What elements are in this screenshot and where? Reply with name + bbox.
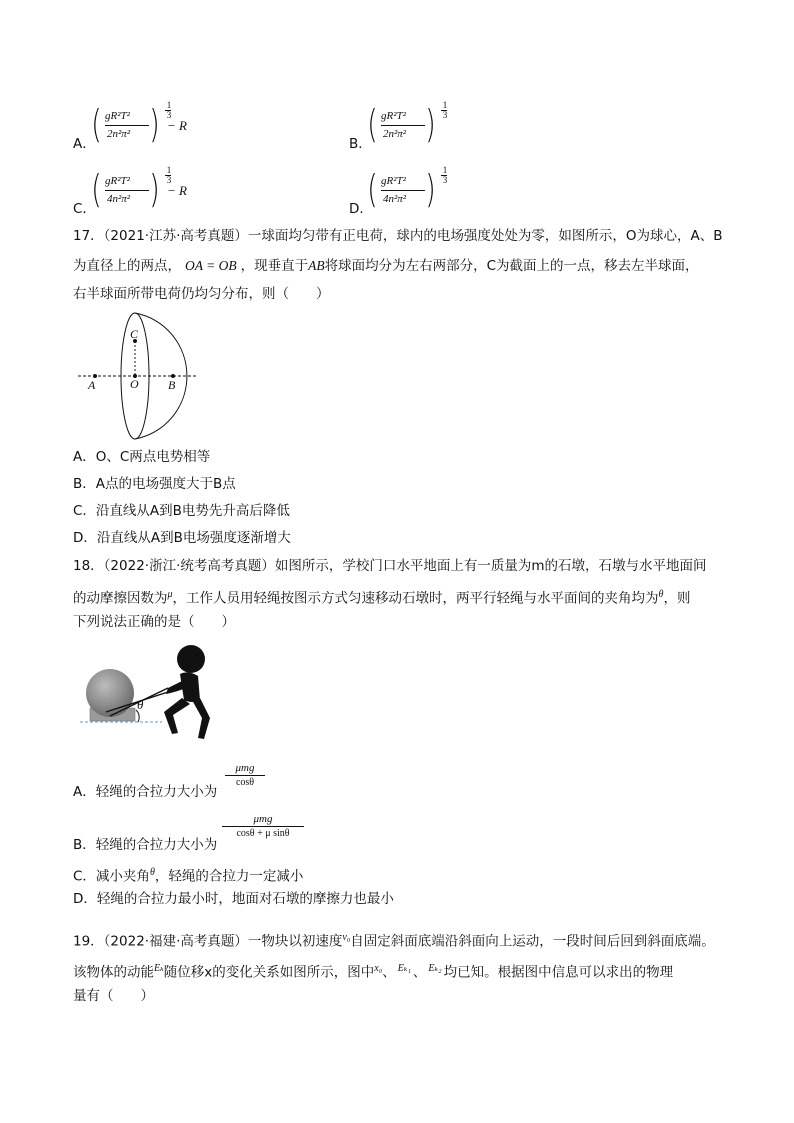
option-label: D． (349, 201, 373, 217)
q18-option-d: D．轻绳的合拉力最小时，地面对石墩的摩擦力也最小 (73, 891, 394, 907)
q18-option-b-label: B．轻绳的合拉力大小为 (73, 837, 218, 853)
q19-stem-line3: 量有（ ） (73, 988, 154, 1004)
formula: ( gR²T² 2n²π² ) 1 3 (367, 100, 448, 146)
q17-option-a: A．O、C两点电势相等 (73, 449, 211, 465)
q17-option-d: D．沿直线从A到B电场强度逐渐增大 (73, 530, 291, 546)
q18-option-a-label: A．轻绳的合拉力大小为 (73, 784, 218, 800)
q18-stem-line3: 下列说法正确的是（ ） (73, 614, 235, 630)
q17-stem-line3: 右半球面所带电荷仍均匀分布，则（ ） (73, 286, 330, 302)
label-theta: θ (137, 697, 144, 712)
formula: ( gR²T² 2n²π² ) 1 3 − R (91, 100, 187, 146)
label-c: C (130, 327, 139, 341)
q17-option-c: C．沿直线从A到B电势先升高后降低 (73, 503, 290, 519)
label-o: O (130, 377, 139, 391)
label-a: A (88, 378, 96, 392)
q19-stem-line2: 该物体的动能$^{E_k}$随位移x的变化关系如图所示，图中$^{x_0}$、 $^{E_{k1}}$ 、 $^{E_{k2}}$ 均已知。根据图中信息可以求出的物理 (73, 963, 674, 981)
label-b: B (168, 378, 176, 392)
q18-option-a-fraction: μmg cosθ (225, 762, 265, 788)
stone-pier-figure (80, 640, 220, 750)
q18-option-c: C．减小夹角$^\theta$，轻绳的合拉力一定减小 (73, 867, 304, 885)
formula: ( gR²T² 4n²π² ) 1 3 (367, 165, 448, 211)
option-label: C． (73, 201, 96, 217)
q18-stem-line2: 的动摩擦因数为$^\mu$，工作人员用轻绳按图示方式匀速移动石墩时，两平行轻绳与水平面间的夹角均为$^\theta$，则 (73, 589, 691, 607)
q17-stem-line1: 17．（2021·江苏·高考真题）一球面均匀带有正电荷，球内的电场强度处处为零，如图所示，O为球心，A、B (73, 228, 723, 244)
q18-option-b-fraction: μmg cosθ + μ sinθ (222, 813, 304, 839)
formula: ( gR²T² 4n²π² ) 1 3 − R (91, 165, 187, 211)
q18-stem-line1: 18．（2022·浙江·统考高考真题）如图所示，学校门口水平地面上有一质量为m的石墩，石墩与水平地面间 (73, 558, 707, 574)
q19-stem-line1: 19．（2022·福建·高考真题）一物块以初速度$^{v_0}$自固定斜面底端沿斜面向上运动，一段时间后回到斜面底端。 (73, 932, 715, 950)
q17-stem-line2: 为直径上的两点， OA = OB ，现垂直于AB将球面均分为左右两部分，C为截面上的一点，移去左半球面， (73, 258, 699, 274)
option-label: B． (349, 136, 372, 152)
option-label: A． (73, 136, 96, 152)
hemisphere-figure (75, 310, 205, 440)
q17-option-b: B．A点的电场强度大于B点 (73, 476, 236, 492)
